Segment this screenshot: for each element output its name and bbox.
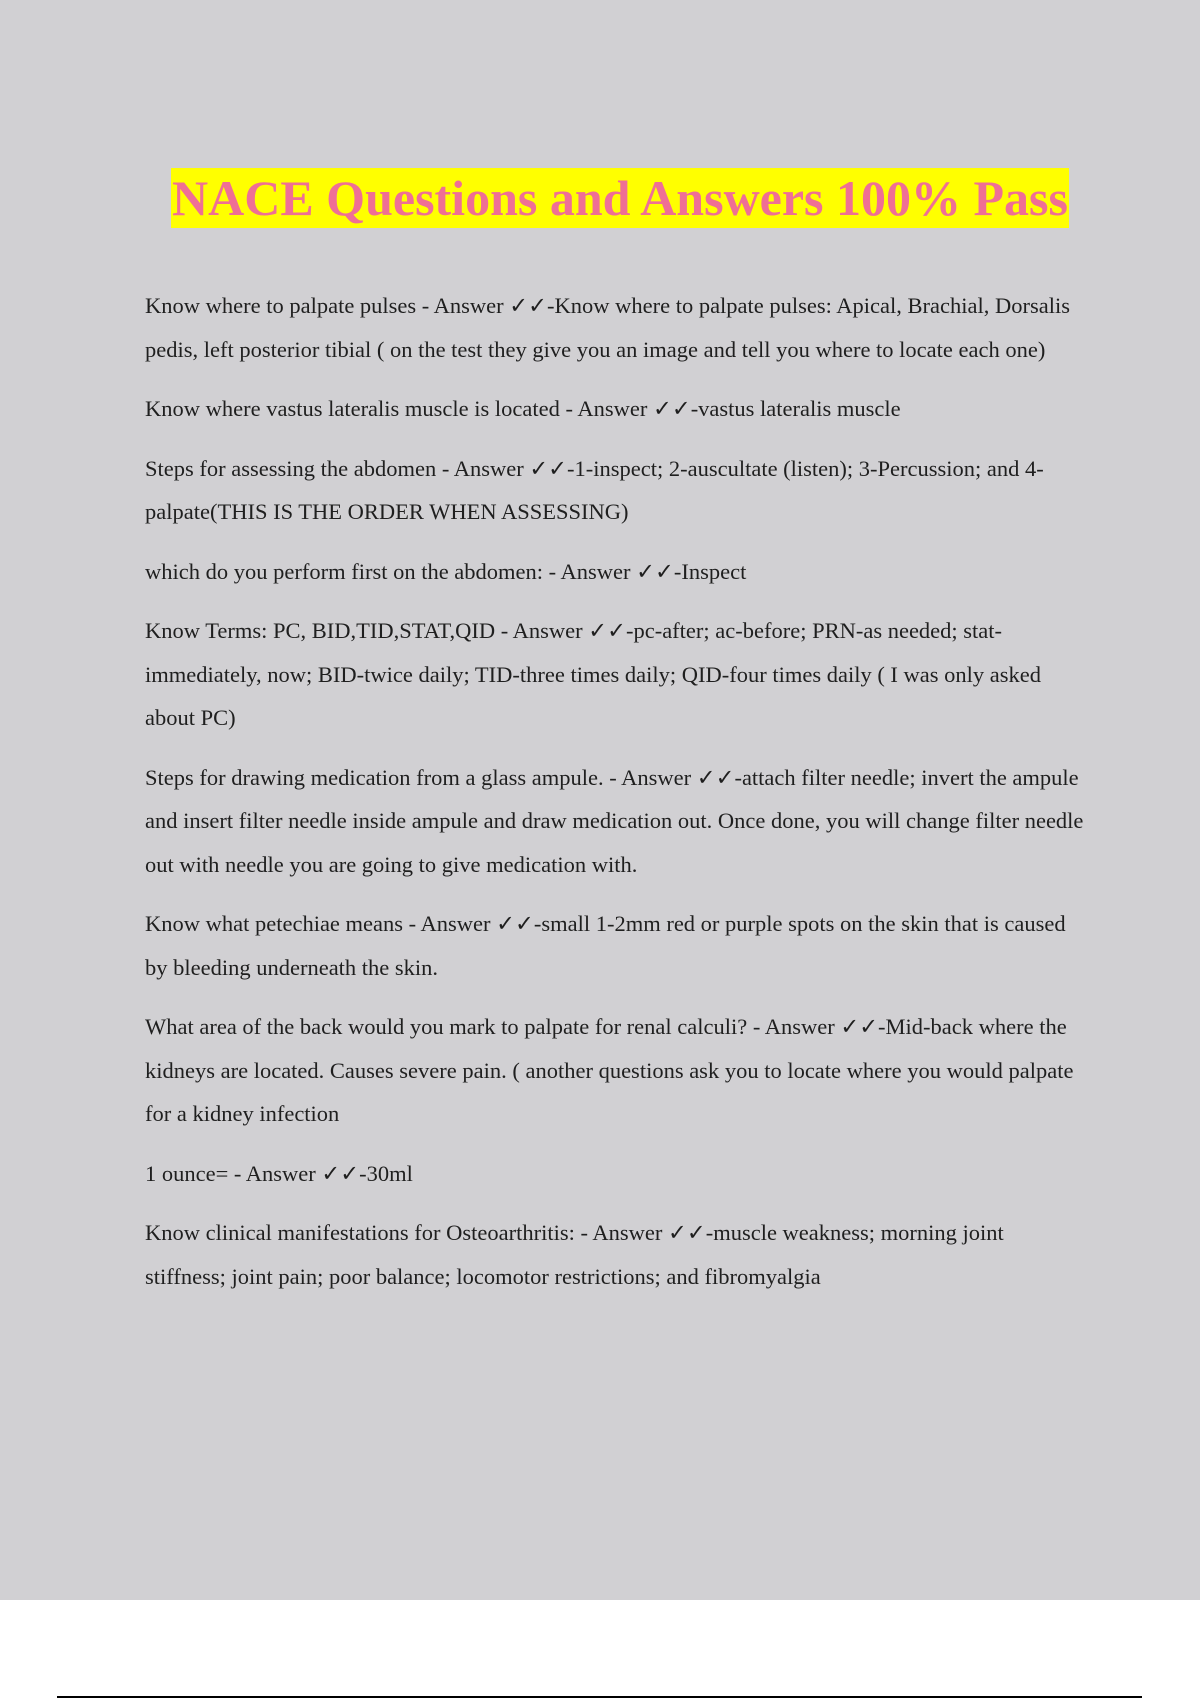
document-title: NACE Questions and Answers 100% Pass (172, 170, 1068, 226)
title-block (0, 168, 1200, 228)
qa-item: Steps for assessing the abdomen - Answer ✓✓-1-inspect; 2-auscultate (listen); 3-Percussion; and 4-palpate(THIS IS THE ORDER WHEN ASSESSING) (145, 455, 1044, 524)
qa-item: Steps for drawing medication from a glass ampule. - Answer ✓✓-attach filter needle; invert the ampule and insert filter needle inside ampule and draw medication out. Once done, you will change filter needle out with needle you are going to give medication with. (145, 764, 1084, 877)
qa-item: which do you perform first on the abdomen: - Answer ✓✓-Inspect (145, 558, 747, 584)
qa-item: Know where to palpate pulses - Answer ✓✓-Know where to palpate pulses: Apical, Brachial, Dorsalis pedis, left posterior tibial ( on the test they give you an image and tell you where to locate each one) (145, 293, 1070, 362)
qa-item: 1 ounce= - Answer ✓✓-30ml (145, 1160, 413, 1186)
qa-item: Know clinical manifestations for Osteoarthritis: - Answer ✓✓-muscle weakness; morning joint stiffness; joint pain; poor balance; locomotor restrictions; and fibromyalgia (145, 1220, 1004, 1289)
qa-item: Know Terms: PC, BID,TID,STAT,QID - Answer ✓✓-pc-after; ac-before; PRN-as needed; stat-immediately, now; BID-twice daily; TID-three times daily; QID-four times daily ( I was only asked about PC) (145, 618, 1042, 730)
footer-divider (57, 1696, 1142, 1698)
qa-item: What area of the back would you mark to palpate for renal calculi? - Answer ✓✓-Mid-back where the kidneys are located. Causes severe pain. ( another questions ask you to locate where you would palpate for a kidney infection (145, 1014, 1074, 1126)
qa-item: Know what petechiae means - Answer ✓✓-small 1-2mm red or purple spots on the skin that is caused by bleeding underneath the skin. (145, 911, 1066, 980)
qa-list (145, 284, 1090, 1314)
qa-item: Know where vastus lateralis muscle is located - Answer ✓✓-vastus lateralis muscle (145, 396, 901, 421)
